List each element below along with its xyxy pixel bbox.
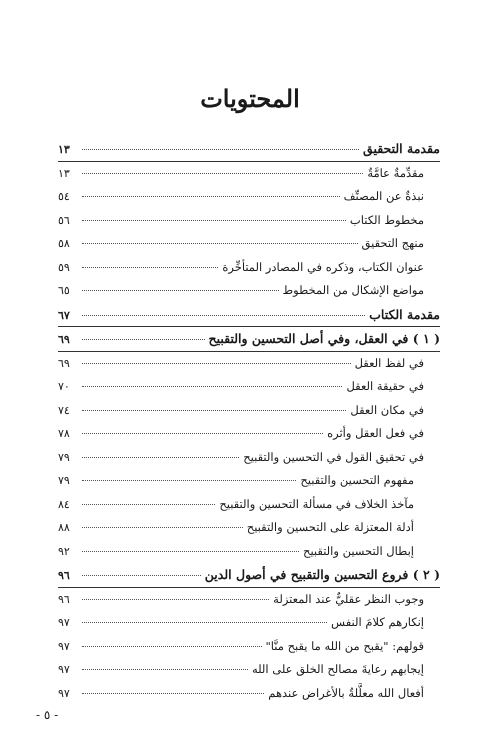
toc-entry-page: ١٣ xyxy=(58,143,70,156)
toc-entry-page: ٥٨ xyxy=(58,237,70,250)
toc-entry-title: أدلة المعتزلة على التحسين والتقبيح xyxy=(246,520,414,534)
toc-entry xyxy=(58,611,440,635)
toc-entry xyxy=(58,658,440,682)
toc-entry xyxy=(58,516,440,540)
toc-entry-title: إنكارهم كلامَ النفس xyxy=(331,615,424,629)
dot-leader xyxy=(82,550,299,552)
toc-entry xyxy=(58,137,440,161)
toc-entry-page: ٧٨ xyxy=(58,427,70,440)
toc-entry-title: وجوب النظر عقليٌّ عند المعتزلة xyxy=(273,591,424,606)
toc-entry-title: مقدمة الكتاب xyxy=(369,306,440,322)
toc-entry xyxy=(58,209,440,233)
toc-entry-title: أفعال الله معلَّلةٌ بالأغراض عندهم xyxy=(268,685,424,700)
toc-entry-page: ٦٧ xyxy=(58,308,70,322)
toc-entry-title: في فعل العقل وأثره xyxy=(327,426,424,440)
dot-leader xyxy=(82,195,340,197)
toc-entry-page: ٩٧ xyxy=(58,686,70,700)
toc-entry-page: ٩٢ xyxy=(58,544,70,558)
toc-entry xyxy=(58,493,440,517)
toc-entry-page: ٩٦ xyxy=(58,592,70,606)
dot-leader xyxy=(82,172,363,174)
table-of-contents xyxy=(58,137,440,705)
dot-leader xyxy=(82,645,262,647)
toc-entry-title: في حقيقة العقل xyxy=(346,379,424,393)
toc-entry xyxy=(58,682,440,706)
toc-entry-title: مآخذ الخلاف في مسألة التحسين والتقبيح xyxy=(219,496,414,511)
toc-entry-page: ٧٩ xyxy=(58,450,70,464)
toc-entry-title: قولهم: "يقبح من الله ما يقبح منَّا" xyxy=(265,638,424,653)
toc-entry-page: ٧٠ xyxy=(58,380,70,393)
toc-entry-title: إيجابهم رعايةَ مصالح الخلق على الله xyxy=(251,662,424,676)
dot-leader xyxy=(82,242,358,244)
toc-entry-page: ٦٥ xyxy=(58,284,70,297)
toc-entry-page: ٥٦ xyxy=(58,213,70,227)
toc-entry-title: في مكان العقل xyxy=(350,402,424,417)
toc-entry xyxy=(58,540,440,564)
dot-leader xyxy=(82,362,351,364)
dot-leader xyxy=(82,409,346,411)
dot-leader xyxy=(82,338,205,340)
toc-entry-title: منهج التحقيق xyxy=(361,236,424,250)
toc-entry-title: ( ٢ ) فروع التحسين والتقبيح في أصول الدين xyxy=(204,567,440,582)
dot-leader xyxy=(82,289,279,291)
dot-leader xyxy=(82,479,296,481)
dot-leader xyxy=(82,598,269,600)
toc-entry xyxy=(58,635,440,659)
toc-entry-title: مقدمة التحقيق xyxy=(363,141,440,156)
toc-entry-title: نبذةٌ عن المصنِّف xyxy=(343,189,424,203)
dot-leader xyxy=(82,621,327,623)
toc-entry-page: ٨٨ xyxy=(58,521,70,534)
toc-entry-page: ٥٩ xyxy=(58,260,70,274)
toc-entry-title: إبطال التحسين والتقبيح xyxy=(303,543,414,558)
dot-leader xyxy=(82,668,248,670)
dot-leader xyxy=(82,314,365,316)
dot-leader xyxy=(82,692,264,694)
toc-entry-title: مخطوط الكتاب xyxy=(349,212,424,227)
toc-entry-title: في لفظ العقل xyxy=(354,355,424,370)
toc-entry-page: ٩٧ xyxy=(58,639,70,653)
dot-leader xyxy=(82,385,342,387)
toc-entry-title: في تحقيق القول في التحسين والتقبيح xyxy=(243,449,424,464)
dot-leader xyxy=(82,526,243,528)
toc-entry-page: ٩٧ xyxy=(58,663,70,676)
dot-leader xyxy=(82,266,218,268)
toc-entry-page: ٩٧ xyxy=(58,616,70,629)
toc-entry-page: ٩٦ xyxy=(58,569,70,582)
dot-leader xyxy=(82,219,346,221)
toc-entry xyxy=(58,327,440,351)
page-number: - ٥ - xyxy=(36,708,59,722)
dot-leader xyxy=(82,456,239,458)
toc-entry xyxy=(58,303,440,327)
toc-entry xyxy=(58,185,440,209)
toc-entry xyxy=(58,162,440,186)
dot-leader xyxy=(82,503,215,505)
dot-leader xyxy=(82,574,201,576)
toc-entry-title: مواضع الإشكال من المخطوط xyxy=(282,283,424,297)
toc-entry-page: ٥٤ xyxy=(58,190,70,203)
toc-entry-title: مفهوم التحسين والتقبيح xyxy=(300,473,414,487)
page-title: المحتويات xyxy=(200,84,300,113)
toc-entry xyxy=(58,256,440,280)
toc-entry-title: ( ١ ) في العقل، وفي أصل التحسين والتقبيح xyxy=(208,331,440,346)
toc-entry-page: ٧٤ xyxy=(58,403,70,417)
toc-entry xyxy=(58,279,440,303)
toc-entry xyxy=(58,446,440,470)
toc-entry xyxy=(58,469,440,493)
toc-entry-title: مقدِّمةٌ عامَّةٌ xyxy=(367,165,424,180)
toc-entry-page: ٨٤ xyxy=(58,497,70,511)
toc-entry-page: ١٣ xyxy=(58,166,70,180)
toc-entry xyxy=(58,399,440,423)
toc-entry-page: ٦٩ xyxy=(58,333,70,346)
toc-entry xyxy=(58,563,440,587)
toc-entry xyxy=(58,375,440,399)
dot-leader xyxy=(82,432,323,434)
toc-entry-title: عنوان الكتاب، وذكره في المصادر المتأخِّرة xyxy=(222,259,424,274)
toc-entry xyxy=(58,588,440,612)
toc-entry xyxy=(58,352,440,376)
toc-entry-page: ٦٩ xyxy=(58,356,70,370)
toc-entry xyxy=(58,232,440,256)
toc-entry-page: ٧٩ xyxy=(58,474,70,487)
dot-leader xyxy=(82,148,359,150)
toc-entry xyxy=(58,422,440,446)
